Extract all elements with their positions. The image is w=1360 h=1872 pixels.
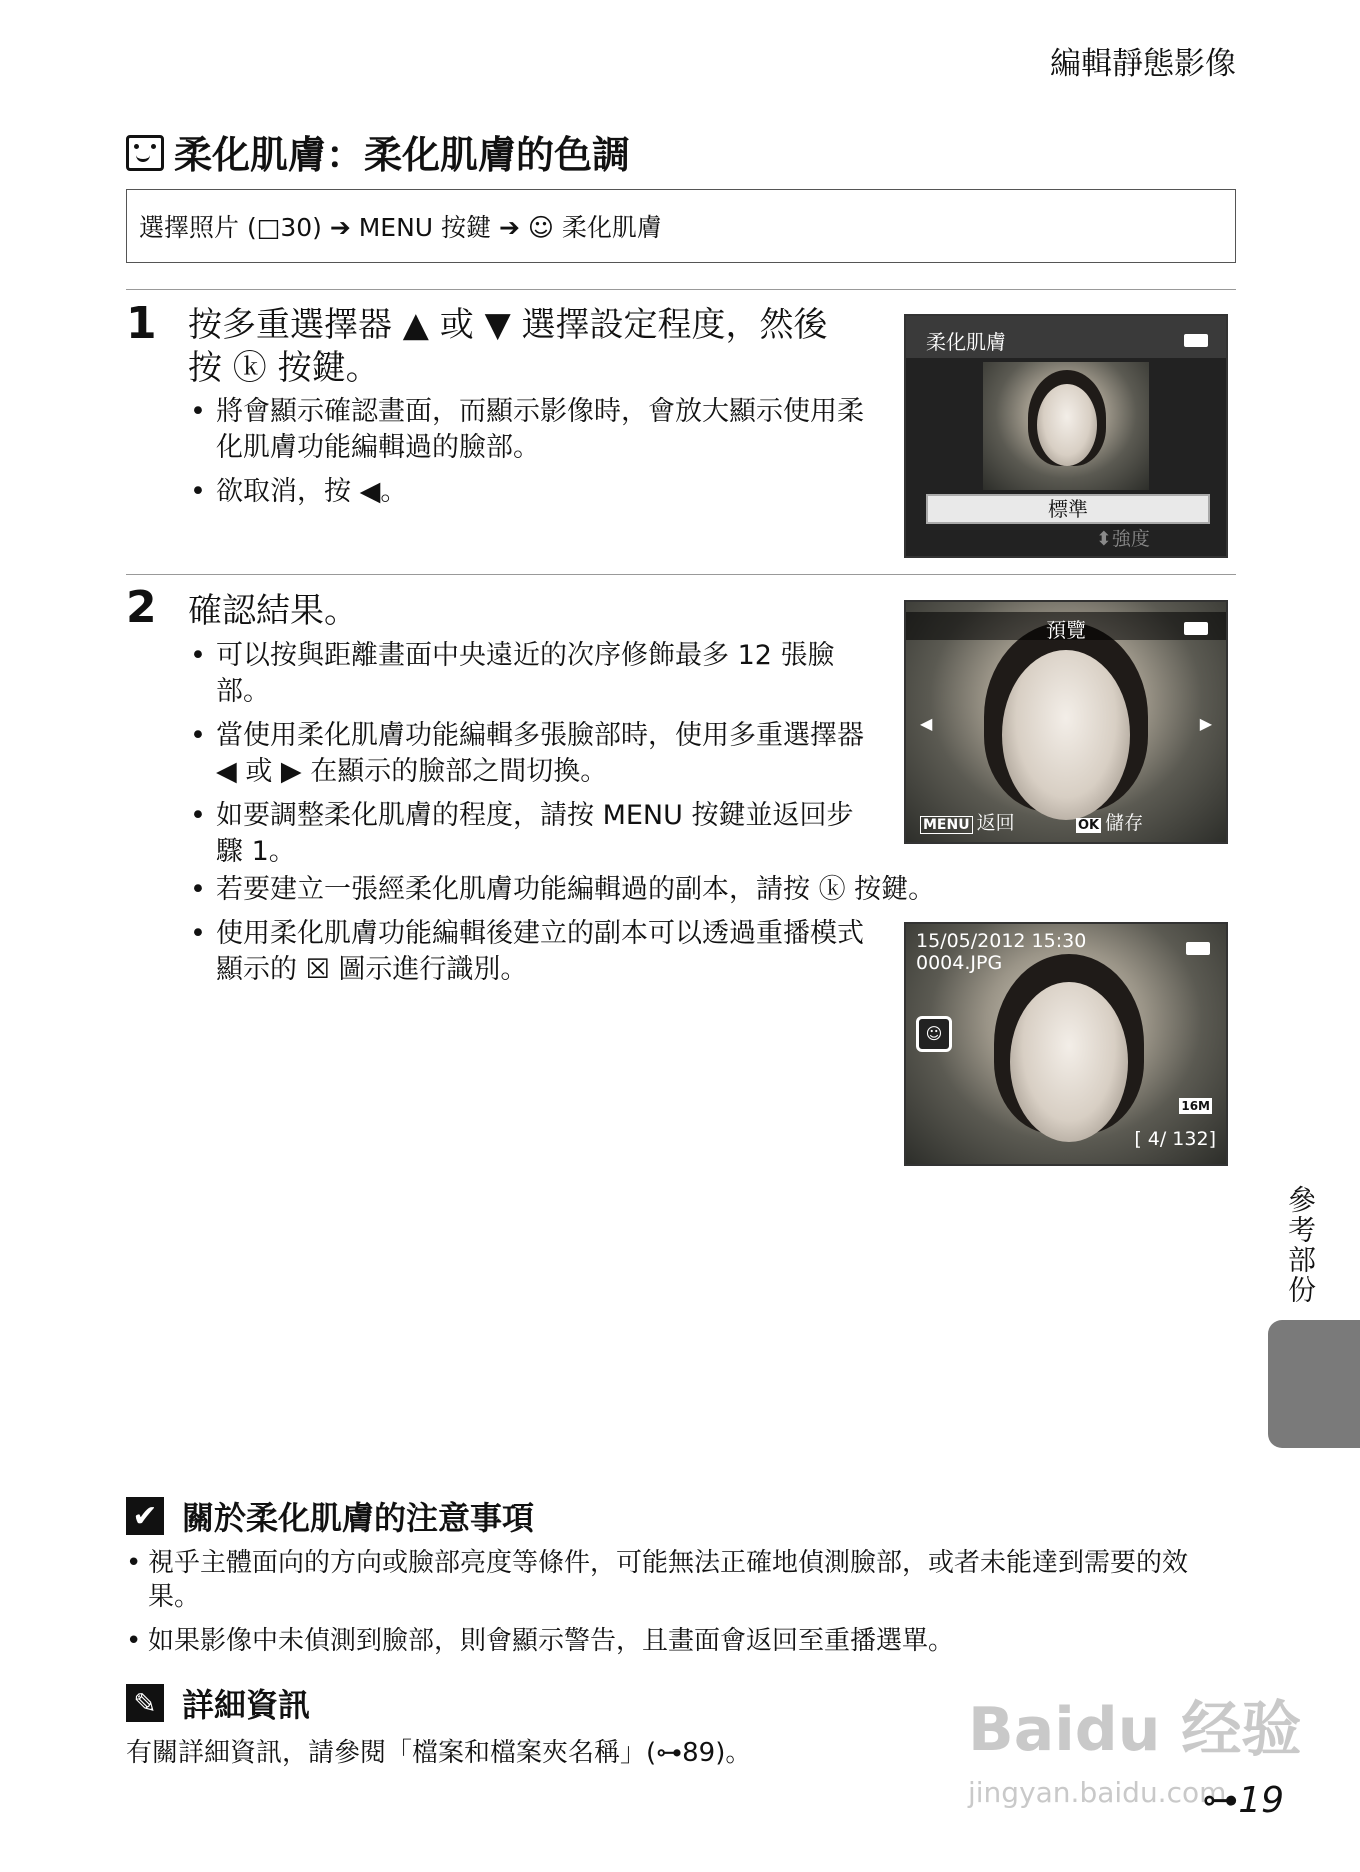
list-item: • 使用柔化肌膚功能編輯後建立的副本可以透過重播模式顯示的 ☒ 圖示進行識別。: [188, 916, 878, 988]
step-number: 1: [126, 298, 157, 349]
menu-key-icon: MENU: [920, 816, 973, 834]
caution-list: [126, 1546, 1236, 1658]
title-text: 柔化肌膚：柔化肌膚的色調: [174, 133, 631, 177]
battery-icon: [1184, 334, 1208, 347]
section-header: 編輯靜態影像: [1050, 46, 1236, 82]
list-item-text: 視乎主體面向的方向或臉部亮度等條件，可能無法正確地偵測臉部，或者未能達到需要的效果。: [148, 1548, 1189, 1612]
hint-text: 強度: [1111, 528, 1150, 550]
info-title: 詳細資訊: [182, 1686, 311, 1724]
left-arrow-icon: ◀: [920, 714, 933, 733]
camera-screen-soft-skin: [904, 314, 1228, 558]
soft-skin-icon: [126, 135, 164, 171]
step-line: 按 ⓚ 按鍵。: [188, 348, 380, 388]
menu-path-text: 選擇照片 (□30) ➔ MENU 按鍵 ➔ ☺ 柔化肌膚: [139, 213, 662, 242]
screen-title: 柔化肌膚: [926, 330, 1006, 354]
step2-wide-bullet: [188, 872, 1048, 916]
counter-text: 4/ 132: [1147, 1128, 1209, 1150]
list-item: • 可以按與距離畫面中央遠近的次序修飾最多 12 張臉部。: [188, 638, 878, 710]
list-item: • 欲取消，按 ◀。: [188, 474, 878, 510]
step-instruction: [188, 304, 888, 390]
side-tab: [1268, 1320, 1360, 1448]
list-item-text: 如果影像中未偵測到臉部，則會顯示警告，且畫面會返回至重播選單。: [148, 1626, 955, 1656]
date-time: 15/05/2012 15:30: [916, 930, 1087, 952]
battery-icon: [1184, 622, 1208, 635]
caution-heading: [126, 1493, 534, 1539]
page-title: [126, 124, 630, 179]
list-item: • 將會顯示確認畫面，而顯示影像時，會放大顯示使用柔化肌膚功能編輯過的臉部。: [188, 394, 878, 466]
list-item: • 視乎主體面向的方向或臉部亮度等條件，可能無法正確地偵測臉部，或者未能達到需要的效果。: [126, 1548, 1189, 1612]
side-tab-label: 參考部份: [1284, 1185, 1317, 1305]
camera-screen-preview: [904, 600, 1228, 844]
divider: [126, 289, 1236, 290]
pencil-icon: ✎: [126, 1684, 164, 1722]
divider: [126, 574, 1236, 575]
camera-screen-playback: [904, 922, 1228, 1166]
screen-title: 預覽: [1046, 618, 1086, 642]
step-line: 按多重選擇器 ▲ 或 ▼ 選擇設定程度，然後: [188, 305, 828, 345]
preview-photo: [983, 362, 1149, 490]
back-hint: [920, 808, 1015, 835]
step1-bullets: [188, 394, 878, 518]
step-number: 2: [126, 582, 157, 633]
menu-path-box: [126, 189, 1236, 263]
frame-counter: [ 4/ 132]: [1134, 1128, 1216, 1150]
list-item: • 如果影像中未偵測到臉部，則會顯示警告，且畫面會返回至重播選單。: [126, 1626, 955, 1656]
page-number: ⊶19: [1202, 1780, 1284, 1821]
up-down-icon: ⬍: [1096, 528, 1112, 550]
step-heading: 確認結果。: [188, 591, 358, 631]
ok-key-icon: OK: [1078, 818, 1100, 833]
info-text: 有關詳細資訊，請參閱「檔案和檔案夾名稱」(⊶89)。: [126, 1738, 752, 1768]
back-label: 返回: [976, 812, 1015, 834]
info-heading: [126, 1680, 310, 1726]
image-size-badge: 16M: [1181, 1099, 1210, 1113]
file-name: 0004.JPG: [916, 952, 1003, 974]
list-item: • 如要調整柔化肌膚的程度，請按 MENU 按鍵並返回步驟 1。: [188, 798, 878, 870]
step2-bullets: [188, 638, 878, 878]
checkmark-icon: ✔: [126, 1497, 164, 1535]
right-arrow-icon: ▶: [1199, 714, 1212, 733]
step2-last-bullet: [188, 916, 878, 996]
strength-hint: [1096, 524, 1150, 551]
caution-title: 關於柔化肌膚的注意事項: [182, 1499, 535, 1537]
save-label: 儲存: [1105, 812, 1144, 834]
watermark-url: jingyan.baidu.com: [968, 1776, 1227, 1809]
save-hint: [1076, 808, 1143, 835]
list-item: • 當使用柔化肌膚功能編輯多張臉部時，使用多重選擇器 ◀ 或 ▶ 在顯示的臉部之間切換。: [188, 718, 878, 790]
list-item: • 若要建立一張經柔化肌膚功能編輯過的副本，請按 ⓚ 按鍵。: [188, 872, 1048, 908]
soft-skin-copy-icon: ☺: [916, 1016, 952, 1052]
battery-icon: [1186, 942, 1210, 955]
strength-option: 標準: [926, 494, 1210, 524]
watermark-logo: Baidu 经验: [968, 1695, 1302, 1765]
